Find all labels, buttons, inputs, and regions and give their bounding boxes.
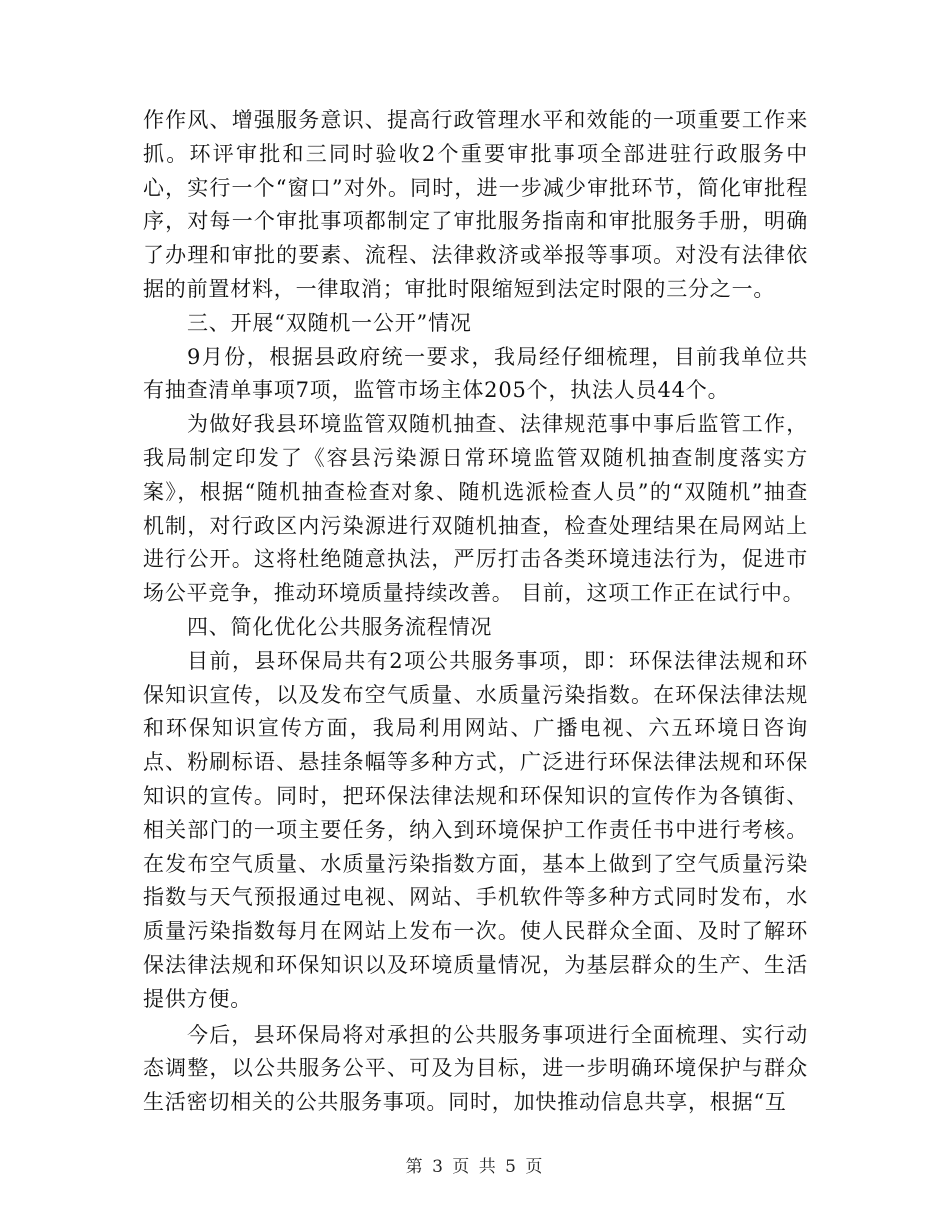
paragraph-continuation: 作作风、增强服务意识、提高行政管理水平和效能的一项重要工作来抓。环评审批和三同时验收2个重要审批事项全部进驻行政服务中心，实行一个“窗口”对外。同时，进一步减少审批环节，简化审批程序，对每一个审批事项都制定了审批服务指南和审批服务手册，明确了办理和审批的要素、流程、法律救济或举报等事项。对没有法律依据的前置材料，一律取消；审批时限缩短到法定时限的三分之一。 (143, 108, 808, 301)
paragraph-double-random: 为做好我县环境监管双随机抽查、法律规范事中事后监管工作，我局制定印发了《容县污染源日常环境监管双随机抽查制度落实方案》，根据“随机抽查检查对象、随机选派检查人员”的“双随机”抽查机制，对行政区内污染源进行双随机抽查，检查处理结果在局网站上进行公开。这将杜绝随意执法，严厉打击各类环境违法行为，促进市场公平竞争，推动环境质量持续改善。 目前，这项工作正在试行中。 (143, 412, 808, 606)
document-body (143, 104, 808, 1120)
paragraph-public-services: 目前，县环保局共有2项公共服务事项，即：环保法律法规和环保知识宣传，以及发布空气质量、水质量污染指数。在环保法律法规和环保知识宣传方面，我局利用网站、广播电视、六五环境日咨询点、粉刷标语、悬挂条幅等多种方式，广泛进行环保法律法规和环保知识的宣传。同时，把环保法律法规和环保知识的宣传作为各镇街、相关部门的一项主要任务，纳入到环境保护工作责任书中进行考核。在发布空气质量、水质量污染指数方面，基本上做到了空气质量污染指数与天气预报通过电视、网站、手机软件等多种方式同时发布，水质量污染指数每月在网站上发布一次。使人民群众全面、及时了解环保法律法规和环保知识以及环境质量情况，为基层群众的生产、生活提供方便。 (143, 648, 808, 1011)
paragraph-inspection-list: 9月份，根据县政府统一要求，我局经仔细梳理，目前我单位共有抽查清单事项7项，监管市场主体205个，执法人员44个。 (143, 344, 808, 403)
page-footer: 第 3 页 共 5 页 (405, 1157, 545, 1177)
paragraph-future-plans: 今后，县环保局将对承担的公共服务事项进行全面梳理、实行动态调整，以公共服务公平、可及为目标，进一步明确环境保护与群众生活密切相关的公共服务事项。同时，加快推动信息共享，根据“互 (143, 1022, 808, 1115)
section-heading-three: 三、开展“双随机一公开”情况 (187, 310, 472, 335)
section-heading-four: 四、简化优化公共服务流程情况 (187, 614, 493, 639)
